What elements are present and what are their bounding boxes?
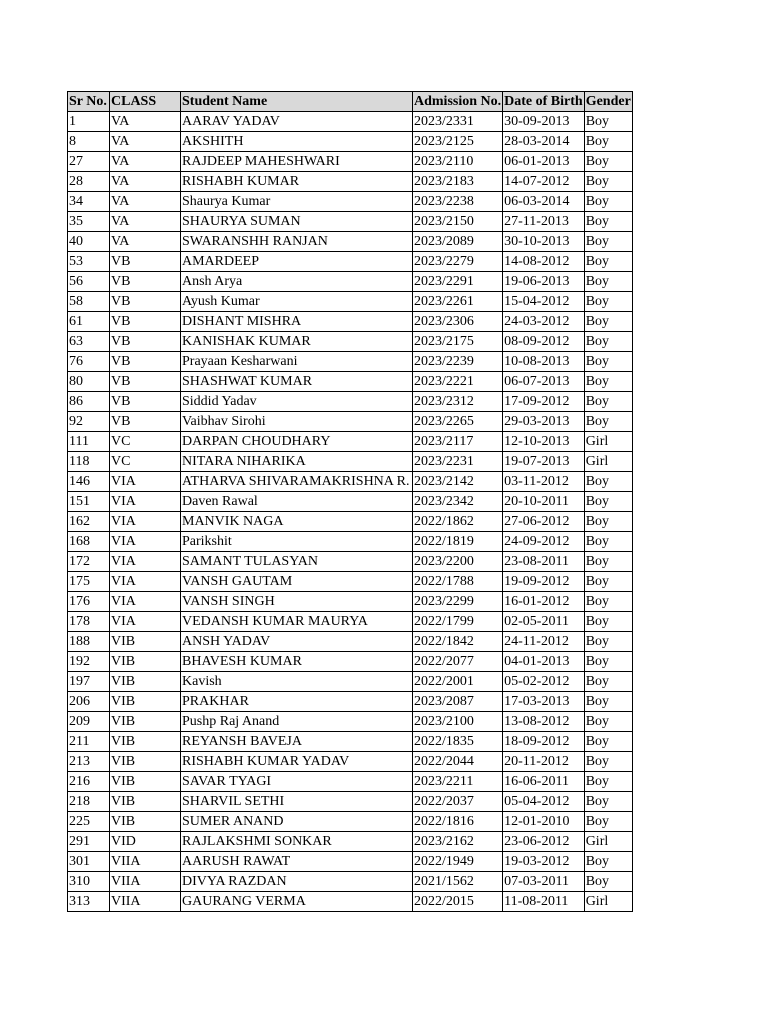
cell-date-of-birth: 23-08-2011 (503, 552, 585, 572)
cell-sr-no: 162 (68, 512, 110, 532)
cell-gender: Girl (584, 432, 632, 452)
cell-gender: Boy (584, 552, 632, 572)
table-row (68, 892, 633, 912)
header-date-of-birth: Date of Birth (503, 92, 585, 112)
cell-date-of-birth: 10-08-2013 (503, 352, 585, 372)
cell-student-name: Daven Rawal (181, 492, 413, 512)
cell-gender: Boy (584, 132, 632, 152)
table-row (68, 652, 633, 672)
cell-sr-no: 146 (68, 472, 110, 492)
table-header (68, 92, 633, 112)
cell-student-name: DISHANT MISHRA (181, 312, 413, 332)
cell-sr-no: 192 (68, 652, 110, 672)
cell-gender: Boy (584, 352, 632, 372)
cell-class: VA (110, 172, 181, 192)
cell-date-of-birth: 24-09-2012 (503, 532, 585, 552)
cell-admission-no: 2023/2100 (413, 712, 503, 732)
table-row (68, 392, 633, 412)
cell-student-name: KANISHAK KUMAR (181, 332, 413, 352)
cell-date-of-birth: 19-09-2012 (503, 572, 585, 592)
cell-gender: Boy (584, 112, 632, 132)
cell-class: VIA (110, 472, 181, 492)
cell-student-name: DARPAN CHOUDHARY (181, 432, 413, 452)
cell-class: VIA (110, 532, 181, 552)
header-gender: Gender (584, 92, 632, 112)
cell-date-of-birth: 14-08-2012 (503, 252, 585, 272)
cell-admission-no: 2023/2183 (413, 172, 503, 192)
table-row (68, 532, 633, 552)
cell-sr-no: 197 (68, 672, 110, 692)
cell-student-name: SAMANT TULASYAN (181, 552, 413, 572)
cell-student-name: SHASHWAT KUMAR (181, 372, 413, 392)
cell-class: VIIA (110, 852, 181, 872)
cell-class: VA (110, 232, 181, 252)
table-row (68, 272, 633, 292)
cell-sr-no: 310 (68, 872, 110, 892)
cell-gender: Boy (584, 532, 632, 552)
cell-admission-no: 2022/1949 (413, 852, 503, 872)
cell-gender: Boy (584, 392, 632, 412)
table-row (68, 832, 633, 852)
cell-sr-no: 1 (68, 112, 110, 132)
table-row (68, 752, 633, 772)
cell-date-of-birth: 19-07-2013 (503, 452, 585, 472)
cell-sr-no: 206 (68, 692, 110, 712)
cell-admission-no: 2023/2110 (413, 152, 503, 172)
cell-gender: Boy (584, 212, 632, 232)
cell-gender: Boy (584, 712, 632, 732)
cell-gender: Boy (584, 592, 632, 612)
cell-admission-no: 2023/2087 (413, 692, 503, 712)
header-student-name: Student Name (181, 92, 413, 112)
table-row (68, 812, 633, 832)
table-row (68, 492, 633, 512)
cell-sr-no: 218 (68, 792, 110, 812)
cell-class: VIB (110, 652, 181, 672)
cell-date-of-birth: 05-04-2012 (503, 792, 585, 812)
cell-admission-no: 2023/2125 (413, 132, 503, 152)
cell-sr-no: 168 (68, 532, 110, 552)
cell-sr-no: 56 (68, 272, 110, 292)
table-row (68, 132, 633, 152)
cell-date-of-birth: 17-03-2013 (503, 692, 585, 712)
cell-date-of-birth: 08-09-2012 (503, 332, 585, 352)
cell-class: VA (110, 192, 181, 212)
cell-sr-no: 53 (68, 252, 110, 272)
cell-student-name: GAURANG VERMA (181, 892, 413, 912)
table-row (68, 212, 633, 232)
cell-admission-no: 2023/2221 (413, 372, 503, 392)
table-row (68, 572, 633, 592)
cell-gender: Boy (584, 652, 632, 672)
table-row (68, 252, 633, 272)
cell-sr-no: 27 (68, 152, 110, 172)
cell-class: VIB (110, 672, 181, 692)
cell-gender: Boy (584, 292, 632, 312)
cell-sr-no: 291 (68, 832, 110, 852)
cell-admission-no: 2023/2291 (413, 272, 503, 292)
cell-admission-no: 2023/2162 (413, 832, 503, 852)
cell-gender: Boy (584, 252, 632, 272)
cell-class: VB (110, 412, 181, 432)
table-row (68, 432, 633, 452)
cell-student-name: VEDANSH KUMAR MAURYA (181, 612, 413, 632)
cell-admission-no: 2023/2299 (413, 592, 503, 612)
cell-date-of-birth: 24-03-2012 (503, 312, 585, 332)
header-sr-no: Sr No. (68, 92, 110, 112)
cell-date-of-birth: 27-06-2012 (503, 512, 585, 532)
cell-sr-no: 211 (68, 732, 110, 752)
cell-class: VIB (110, 752, 181, 772)
table-body (68, 112, 633, 912)
cell-date-of-birth: 06-07-2013 (503, 372, 585, 392)
cell-sr-no: 225 (68, 812, 110, 832)
cell-student-name: Ayush Kumar (181, 292, 413, 312)
cell-student-name: AMARDEEP (181, 252, 413, 272)
cell-admission-no: 2023/2331 (413, 112, 503, 132)
cell-student-name: AARUSH RAWAT (181, 852, 413, 872)
cell-student-name: Prayaan Kesharwani (181, 352, 413, 372)
cell-sr-no: 313 (68, 892, 110, 912)
cell-sr-no: 188 (68, 632, 110, 652)
table-row (68, 372, 633, 392)
cell-admission-no: 2022/1862 (413, 512, 503, 532)
cell-student-name: SUMER ANAND (181, 812, 413, 832)
cell-admission-no: 2022/1835 (413, 732, 503, 752)
cell-date-of-birth: 02-05-2011 (503, 612, 585, 632)
cell-admission-no: 2022/2037 (413, 792, 503, 812)
cell-student-name: REYANSH BAVEJA (181, 732, 413, 752)
cell-admission-no: 2022/1842 (413, 632, 503, 652)
cell-gender: Boy (584, 372, 632, 392)
cell-student-name: Kavish (181, 672, 413, 692)
cell-admission-no: 2022/1819 (413, 532, 503, 552)
cell-gender: Boy (584, 152, 632, 172)
cell-class: VA (110, 112, 181, 132)
cell-date-of-birth: 24-11-2012 (503, 632, 585, 652)
cell-gender: Boy (584, 332, 632, 352)
cell-sr-no: 8 (68, 132, 110, 152)
cell-student-name: SWARANSHH RANJAN (181, 232, 413, 252)
cell-date-of-birth: 30-09-2013 (503, 112, 585, 132)
cell-class: VA (110, 132, 181, 152)
cell-admission-no: 2023/2231 (413, 452, 503, 472)
cell-student-name: Shaurya Kumar (181, 192, 413, 212)
cell-student-name: BHAVESH KUMAR (181, 652, 413, 672)
cell-class: VA (110, 212, 181, 232)
cell-gender: Boy (584, 412, 632, 432)
cell-date-of-birth: 19-06-2013 (503, 272, 585, 292)
table-row (68, 592, 633, 612)
table-row (68, 632, 633, 652)
cell-student-name: SHARVIL SETHI (181, 792, 413, 812)
cell-class: VIA (110, 512, 181, 532)
cell-class: VC (110, 432, 181, 452)
cell-date-of-birth: 19-03-2012 (503, 852, 585, 872)
cell-date-of-birth: 03-11-2012 (503, 472, 585, 492)
cell-class: VC (110, 452, 181, 472)
cell-sr-no: 175 (68, 572, 110, 592)
cell-sr-no: 301 (68, 852, 110, 872)
cell-admission-no: 2023/2142 (413, 472, 503, 492)
cell-date-of-birth: 12-10-2013 (503, 432, 585, 452)
cell-class: VIA (110, 552, 181, 572)
cell-gender: Boy (584, 672, 632, 692)
table-row (68, 152, 633, 172)
cell-admission-no: 2022/2044 (413, 752, 503, 772)
cell-class: VID (110, 832, 181, 852)
table-row (68, 852, 633, 872)
cell-gender: Boy (584, 872, 632, 892)
cell-admission-no: 2023/2089 (413, 232, 503, 252)
cell-admission-no: 2022/1816 (413, 812, 503, 832)
table-row (68, 552, 633, 572)
cell-student-name: RISHABH KUMAR (181, 172, 413, 192)
cell-student-name: Vaibhav Sirohi (181, 412, 413, 432)
cell-date-of-birth: 06-03-2014 (503, 192, 585, 212)
cell-class: VIB (110, 712, 181, 732)
cell-class: VB (110, 272, 181, 292)
cell-class: VB (110, 352, 181, 372)
table-row (68, 672, 633, 692)
cell-student-name: AKSHITH (181, 132, 413, 152)
cell-sr-no: 35 (68, 212, 110, 232)
cell-class: VIB (110, 692, 181, 712)
cell-admission-no: 2023/2279 (413, 252, 503, 272)
table-row (68, 452, 633, 472)
cell-admission-no: 2022/2015 (413, 892, 503, 912)
cell-sr-no: 58 (68, 292, 110, 312)
cell-class: VIIA (110, 872, 181, 892)
cell-sr-no: 213 (68, 752, 110, 772)
cell-admission-no: 2021/1562 (413, 872, 503, 892)
table-row (68, 312, 633, 332)
cell-gender: Boy (584, 732, 632, 752)
cell-gender: Boy (584, 852, 632, 872)
cell-date-of-birth: 18-09-2012 (503, 732, 585, 752)
cell-gender: Boy (584, 172, 632, 192)
cell-admission-no: 2023/2117 (413, 432, 503, 452)
cell-admission-no: 2023/2150 (413, 212, 503, 232)
cell-sr-no: 216 (68, 772, 110, 792)
cell-student-name: Ansh Arya (181, 272, 413, 292)
cell-admission-no: 2022/1799 (413, 612, 503, 632)
cell-gender: Boy (584, 272, 632, 292)
cell-sr-no: 176 (68, 592, 110, 612)
cell-gender: Boy (584, 812, 632, 832)
table-row (68, 732, 633, 752)
cell-sr-no: 76 (68, 352, 110, 372)
cell-admission-no: 2023/2200 (413, 552, 503, 572)
cell-student-name: Siddid Yadav (181, 392, 413, 412)
cell-class: VB (110, 292, 181, 312)
cell-class: VIB (110, 632, 181, 652)
table-row (68, 512, 633, 532)
cell-sr-no: 172 (68, 552, 110, 572)
cell-admission-no: 2023/2238 (413, 192, 503, 212)
cell-student-name: DIVYA RAZDAN (181, 872, 413, 892)
cell-class: VB (110, 312, 181, 332)
cell-date-of-birth: 05-02-2012 (503, 672, 585, 692)
cell-sr-no: 28 (68, 172, 110, 192)
cell-admission-no: 2022/2001 (413, 672, 503, 692)
cell-sr-no: 63 (68, 332, 110, 352)
student-table (67, 91, 633, 912)
cell-admission-no: 2023/2261 (413, 292, 503, 312)
cell-gender: Boy (584, 312, 632, 332)
table-row (68, 712, 633, 732)
table-row (68, 192, 633, 212)
cell-student-name: VANSH GAUTAM (181, 572, 413, 592)
table-row (68, 172, 633, 192)
cell-date-of-birth: 04-01-2013 (503, 652, 585, 672)
cell-sr-no: 80 (68, 372, 110, 392)
cell-date-of-birth: 06-01-2013 (503, 152, 585, 172)
cell-admission-no: 2023/2265 (413, 412, 503, 432)
table-row (68, 412, 633, 432)
cell-student-name: VANSH SINGH (181, 592, 413, 612)
cell-student-name: AARAV YADAV (181, 112, 413, 132)
cell-date-of-birth: 27-11-2013 (503, 212, 585, 232)
cell-student-name: ATHARVA SHIVARAMAKRISHNA R. (181, 472, 413, 492)
cell-gender: Boy (584, 792, 632, 812)
table-row (68, 112, 633, 132)
cell-class: VIA (110, 592, 181, 612)
cell-date-of-birth: 07-03-2011 (503, 872, 585, 892)
cell-date-of-birth: 15-04-2012 (503, 292, 585, 312)
cell-admission-no: 2023/2312 (413, 392, 503, 412)
cell-student-name: ANSH YADAV (181, 632, 413, 652)
cell-gender: Boy (584, 572, 632, 592)
cell-class: VB (110, 252, 181, 272)
cell-class: VIB (110, 732, 181, 752)
table-row (68, 612, 633, 632)
cell-class: VIA (110, 612, 181, 632)
cell-gender: Boy (584, 492, 632, 512)
cell-class: VIB (110, 792, 181, 812)
table-row (68, 772, 633, 792)
cell-date-of-birth: 28-03-2014 (503, 132, 585, 152)
header-row (68, 92, 633, 112)
table-row (68, 872, 633, 892)
cell-sr-no: 92 (68, 412, 110, 432)
cell-sr-no: 61 (68, 312, 110, 332)
cell-class: VB (110, 392, 181, 412)
cell-student-name: RAJDEEP MAHESHWARI (181, 152, 413, 172)
cell-date-of-birth: 29-03-2013 (503, 412, 585, 432)
cell-sr-no: 178 (68, 612, 110, 632)
cell-student-name: RISHABH KUMAR YADAV (181, 752, 413, 772)
table-row (68, 292, 633, 312)
cell-admission-no: 2023/2306 (413, 312, 503, 332)
cell-gender: Girl (584, 832, 632, 852)
cell-gender: Boy (584, 772, 632, 792)
cell-sr-no: 40 (68, 232, 110, 252)
cell-class: VIB (110, 772, 181, 792)
cell-student-name: MANVIK NAGA (181, 512, 413, 532)
cell-class: VIIA (110, 892, 181, 912)
table-row (68, 332, 633, 352)
cell-student-name: NITARA NIHARIKA (181, 452, 413, 472)
cell-gender: Boy (584, 192, 632, 212)
cell-sr-no: 209 (68, 712, 110, 732)
cell-date-of-birth: 20-11-2012 (503, 752, 585, 772)
cell-admission-no: 2023/2342 (413, 492, 503, 512)
cell-student-name: Parikshit (181, 532, 413, 552)
cell-date-of-birth: 17-09-2012 (503, 392, 585, 412)
cell-date-of-birth: 20-10-2011 (503, 492, 585, 512)
cell-class: VB (110, 372, 181, 392)
cell-sr-no: 34 (68, 192, 110, 212)
cell-class: VIB (110, 812, 181, 832)
cell-date-of-birth: 30-10-2013 (503, 232, 585, 252)
table-row (68, 792, 633, 812)
cell-gender: Boy (584, 612, 632, 632)
cell-class: VIA (110, 492, 181, 512)
header-admission-no: Admission No. (413, 92, 503, 112)
cell-gender: Girl (584, 892, 632, 912)
cell-gender: Boy (584, 692, 632, 712)
cell-date-of-birth: 12-01-2010 (503, 812, 585, 832)
cell-admission-no: 2023/2211 (413, 772, 503, 792)
cell-admission-no: 2022/2077 (413, 652, 503, 672)
cell-admission-no: 2023/2175 (413, 332, 503, 352)
cell-admission-no: 2023/2239 (413, 352, 503, 372)
cell-student-name: SAVAR TYAGI (181, 772, 413, 792)
header-class: CLASS (110, 92, 181, 112)
cell-sr-no: 151 (68, 492, 110, 512)
cell-gender: Girl (584, 452, 632, 472)
cell-student-name: Pushp Raj Anand (181, 712, 413, 732)
cell-date-of-birth: 16-06-2011 (503, 772, 585, 792)
cell-class: VB (110, 332, 181, 352)
cell-gender: Boy (584, 752, 632, 772)
cell-date-of-birth: 16-01-2012 (503, 592, 585, 612)
cell-class: VA (110, 152, 181, 172)
table-row (68, 232, 633, 252)
cell-student-name: RAJLAKSHMI SONKAR (181, 832, 413, 852)
cell-gender: Boy (584, 472, 632, 492)
table-row (68, 352, 633, 372)
cell-gender: Boy (584, 632, 632, 652)
table-row (68, 692, 633, 712)
cell-date-of-birth: 11-08-2011 (503, 892, 585, 912)
table-row (68, 472, 633, 492)
cell-sr-no: 118 (68, 452, 110, 472)
cell-gender: Boy (584, 512, 632, 532)
cell-admission-no: 2022/1788 (413, 572, 503, 592)
cell-sr-no: 111 (68, 432, 110, 452)
cell-class: VIA (110, 572, 181, 592)
cell-student-name: PRAKHAR (181, 692, 413, 712)
cell-gender: Boy (584, 232, 632, 252)
cell-student-name: SHAURYA SUMAN (181, 212, 413, 232)
cell-date-of-birth: 23-06-2012 (503, 832, 585, 852)
cell-date-of-birth: 14-07-2012 (503, 172, 585, 192)
cell-sr-no: 86 (68, 392, 110, 412)
cell-date-of-birth: 13-08-2012 (503, 712, 585, 732)
